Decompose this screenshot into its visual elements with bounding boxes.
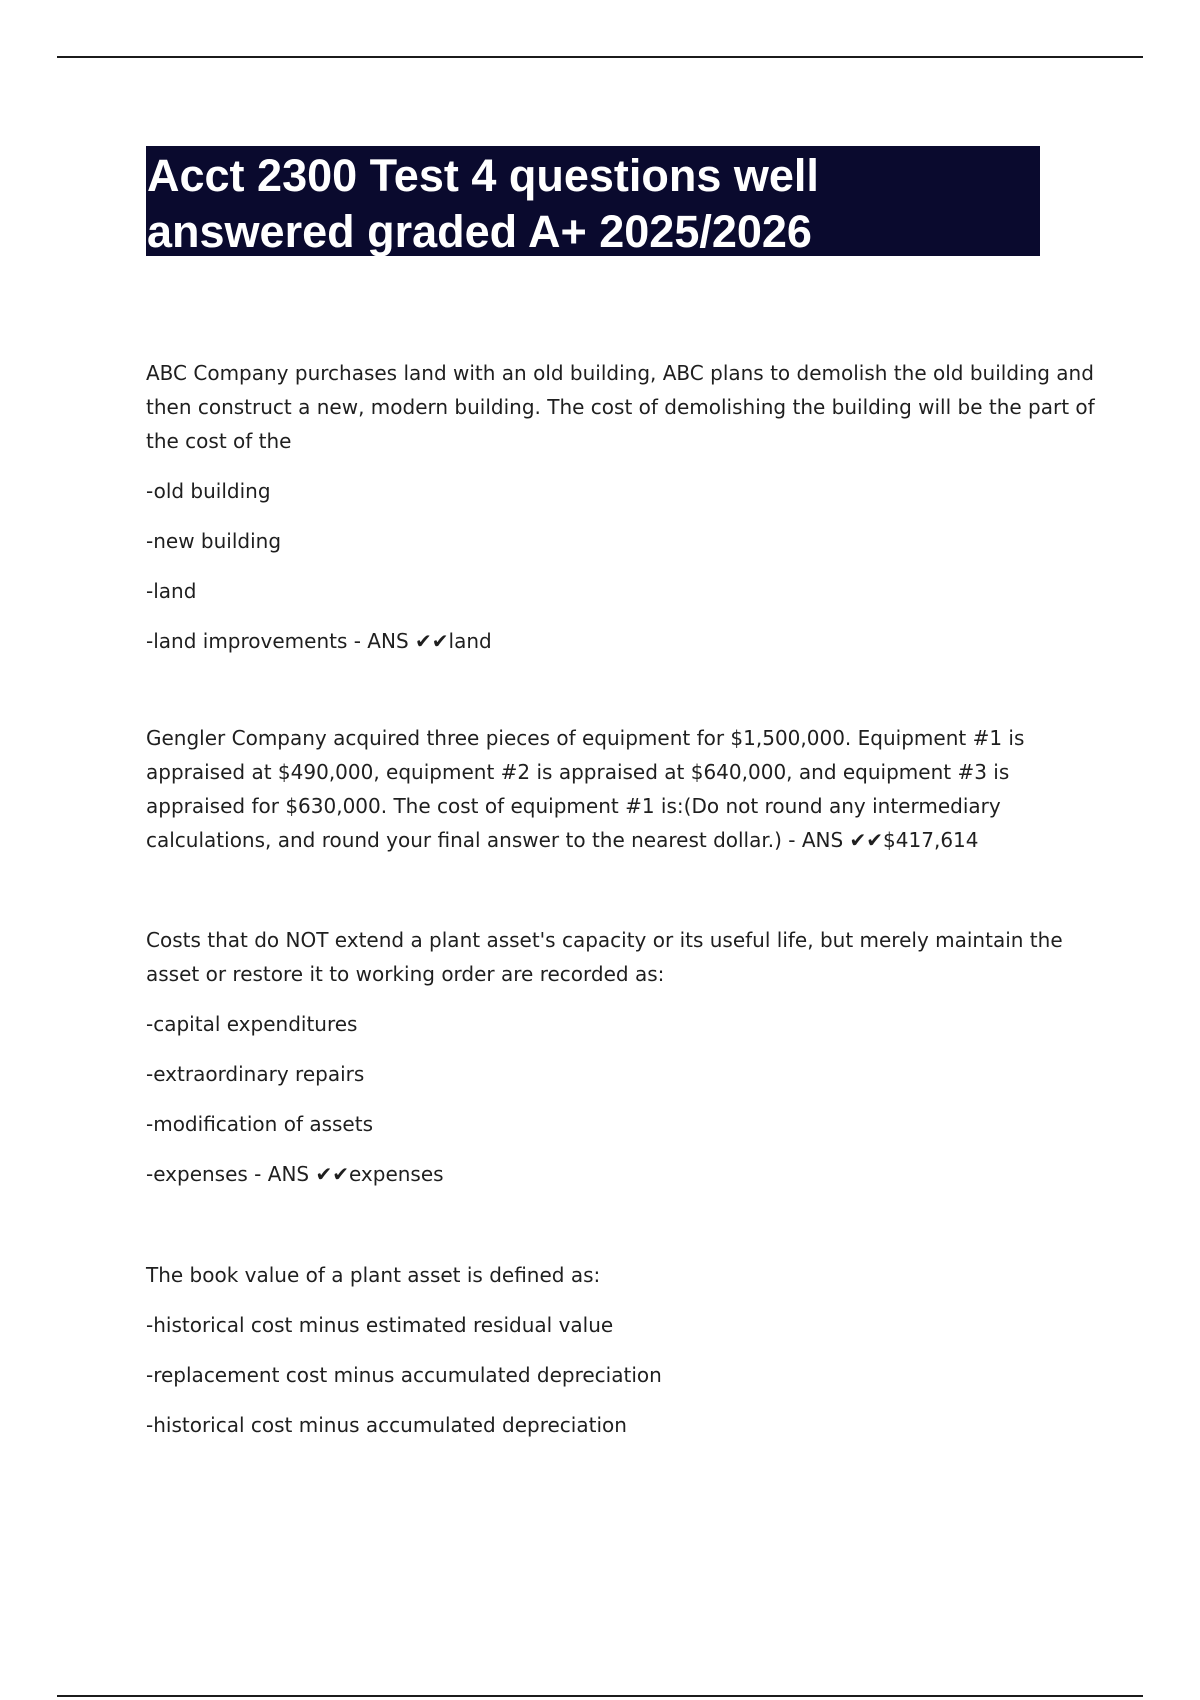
question-text: The book value of a plant asset is defined as: bbox=[146, 1263, 601, 1287]
question-3 bbox=[146, 923, 1096, 1191]
answer-option: -replacement cost minus accumulated depreciation bbox=[146, 1363, 662, 1387]
question-text: Costs that do NOT extend a plant asset's capacity or its useful life, but merely maintain the asset or restore it to working order are recorded as: bbox=[146, 928, 1063, 986]
answer-option: -land improvements - ANS ✔✔land bbox=[146, 629, 492, 653]
title-line-2: answered graded A+ 2025/2026 bbox=[147, 206, 812, 257]
answer-option: -historical cost minus estimated residual value bbox=[146, 1313, 614, 1337]
document-body bbox=[146, 356, 1096, 1442]
answer-option: -capital expenditures bbox=[146, 1012, 358, 1036]
answer-option: -old building bbox=[146, 479, 271, 503]
answer-option: -new building bbox=[146, 529, 282, 553]
answer-option: -modification of assets bbox=[146, 1112, 374, 1136]
top-rule bbox=[57, 56, 1143, 58]
bottom-rule bbox=[57, 1695, 1143, 1697]
answer-option: -extraordinary repairs bbox=[146, 1062, 365, 1086]
answer-option: -land bbox=[146, 579, 197, 603]
answer-option: -historical cost minus accumulated depreciation bbox=[146, 1413, 627, 1437]
document-title bbox=[146, 146, 1040, 256]
question-text: ABC Company purchases land with an old building, ABC plans to demolish the old building and then construct a new, modern building. The cost of demolishing the building will be the part of the cost of the bbox=[146, 361, 1095, 453]
title-line-1: Acct 2300 Test 4 questions well bbox=[147, 150, 819, 201]
answer-option: -expenses - ANS ✔✔expenses bbox=[146, 1162, 444, 1186]
question-1 bbox=[146, 356, 1096, 658]
question-2 bbox=[146, 721, 1096, 857]
question-text: Gengler Company acquired three pieces of equipment for $1,500,000. Equipment #1 is appraised at $490,000, equipment #2 is appraised at $640,000, and equipment #3 is appraised for $630,000. The cost of equipment #1 is:(Do not round any intermediary calculations, and round your final answer to the nearest dollar.) - ANS ✔✔$417,614 bbox=[146, 726, 1025, 852]
question-4 bbox=[146, 1258, 1096, 1442]
